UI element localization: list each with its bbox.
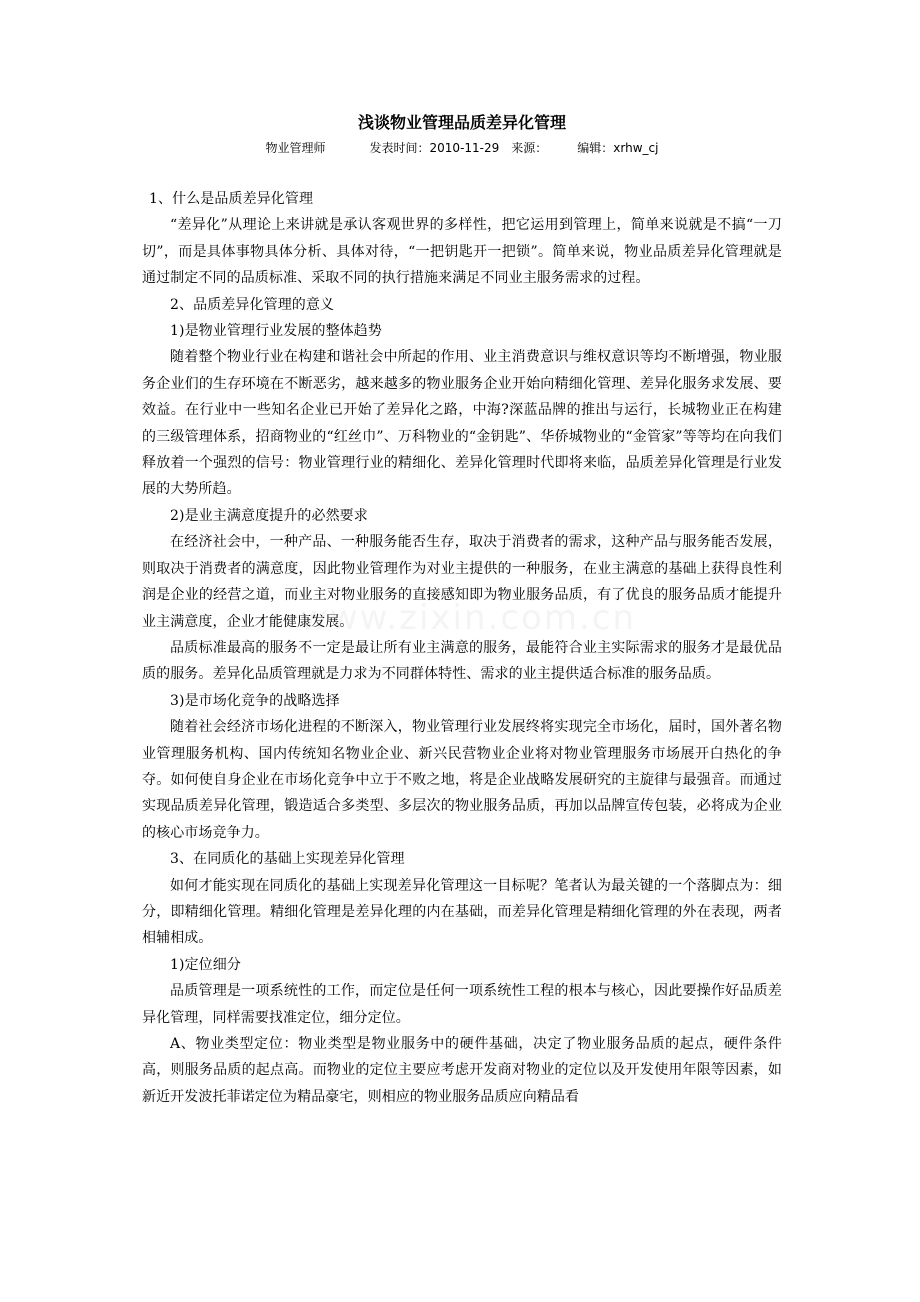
paragraph: 随着社会经济市场化进程的不断深入，物业管理行业发展终将实现完全市场化，届时，国外著名物业管理服务机构、国内传统知名物业企业、新兴民营物业企业将对物业管理服务市场展开白热化的争夺。如何使自身企业在市场化竞争中立于不败之地，将是企业战略发展研究的主旋律与最强音。而通过实现品质差异化管理，锻造适合多类型、多层次的物业服务品质，再加以品牌宣传包装，必将成为企业的核心市场竞争力。 xyxy=(142,719,782,841)
watermark: www.zixin.com.cn xyxy=(300,598,636,638)
meta-source: 来源： xyxy=(511,141,548,155)
subsection-heading: 2)是业主满意度提升的必然要求 xyxy=(170,507,368,524)
paragraph: 随着整个物业行业在构建和谐社会中所起的作用、业主消费意识与维权意识等均不断增强，物业服务企业们的生存环境在不断恶劣，越来越多的物业服务企业开始向精细化管理、差异化服务求发展、要效益。在行业中一些知名企业已开始了差异化之路，中海?深蓝品牌的推出与运行，长城物业正在构建的三级管理体系，招商物业的“红丝巾”、万科物业的“金钥匙”、华侨城物业的“金管家”等等均在向我们释放着一个强烈的信号：物业管理行业的精细化、差异化管理时代即将来临，品质差异化管理是行业发展的大势所趋。 xyxy=(142,349,782,498)
paragraph: 如何才能实现在同质化的基础上实现差异化管理这一目标呢？笔者认为最关键的一个落脚点为：细分，即精细化管理。精细化管理是差异化理的内在基础，而差异化管理是精细化管理的外在表现，两者相辅相成。 xyxy=(142,877,782,947)
section-heading: 2、品质差异化管理的意义 xyxy=(170,296,335,313)
paragraph: 品质管理是一项系统性的工作，而定位是任何一项系统性工程的根本与核心，因此要操作好品质差异化管理，同样需要找准定位，细分定位。 xyxy=(142,983,782,1026)
section-heading: 3、在同质化的基础上实现差异化管理 xyxy=(170,851,405,868)
section-heading: 1、什么是品质差异化管理 xyxy=(149,191,314,207)
subsection-heading: 3)是市场化竞争的战略选择 xyxy=(170,692,340,709)
article-body xyxy=(142,186,782,1110)
meta-date: 发表时间：2010-11-29 xyxy=(369,141,500,155)
paragraph: “差异化”从理论上来讲就是承认客观世界的多样性，把它运用到管理上，简单来说就是不搞“一刀切”，而是具体事物具体分析、具体对待，“一把钥匙开一把锁”。简单来说，物业品质差异化管理就是通过制定不同的品质标准、采取不同的执行措施来满足不同业主服务需求的过程。 xyxy=(142,217,782,287)
document-page xyxy=(142,112,782,1110)
paragraph: 品质标准最高的服务不一定是最让所有业主满意的服务，最能符合业主实际需求的服务才是最优品质的服务。差异化品质管理就是力求为不同群体特性、需求的业主提供适合标准的服务品质。 xyxy=(142,639,782,683)
article-title: 浅谈物业管理品质差异化管理 xyxy=(357,113,566,132)
paragraph: A、物业类型定位：物业类型是物业服务中的硬件基础，决定了物业服务品质的起点，硬件条件高，则服务品质的起点高。而物业的定位主要应考虑开发商对物业的定位以及开发使用年限等因素，如新近开发波托菲诺定位为精品豪宅，则相应的物业服务品质应向精品看 xyxy=(142,1036,782,1105)
subsection-heading: 1)定位细分 xyxy=(170,956,241,973)
paragraph: 在经济社会中，一种产品、一种服务能否生存，取决于消费者的需求，这种产品与服务能否发展，则取决于消费者的满意度，因此物业管理作为对业主提供的一种服务，在业主满意的基础上获得良性利润是企业的经营之道，而业主对物业服务的直接感知即为物业服务品质，有了优良的服务品质才能提升业主满意度，企业才能健康发展。 xyxy=(142,534,782,630)
meta-author: 物业管理师 xyxy=(265,141,326,155)
subsection-heading: 1)是物业管理行业发展的整体趋势 xyxy=(170,323,382,340)
meta-editor: 编辑：xrhw_cj xyxy=(577,141,659,155)
article-meta xyxy=(142,138,782,158)
